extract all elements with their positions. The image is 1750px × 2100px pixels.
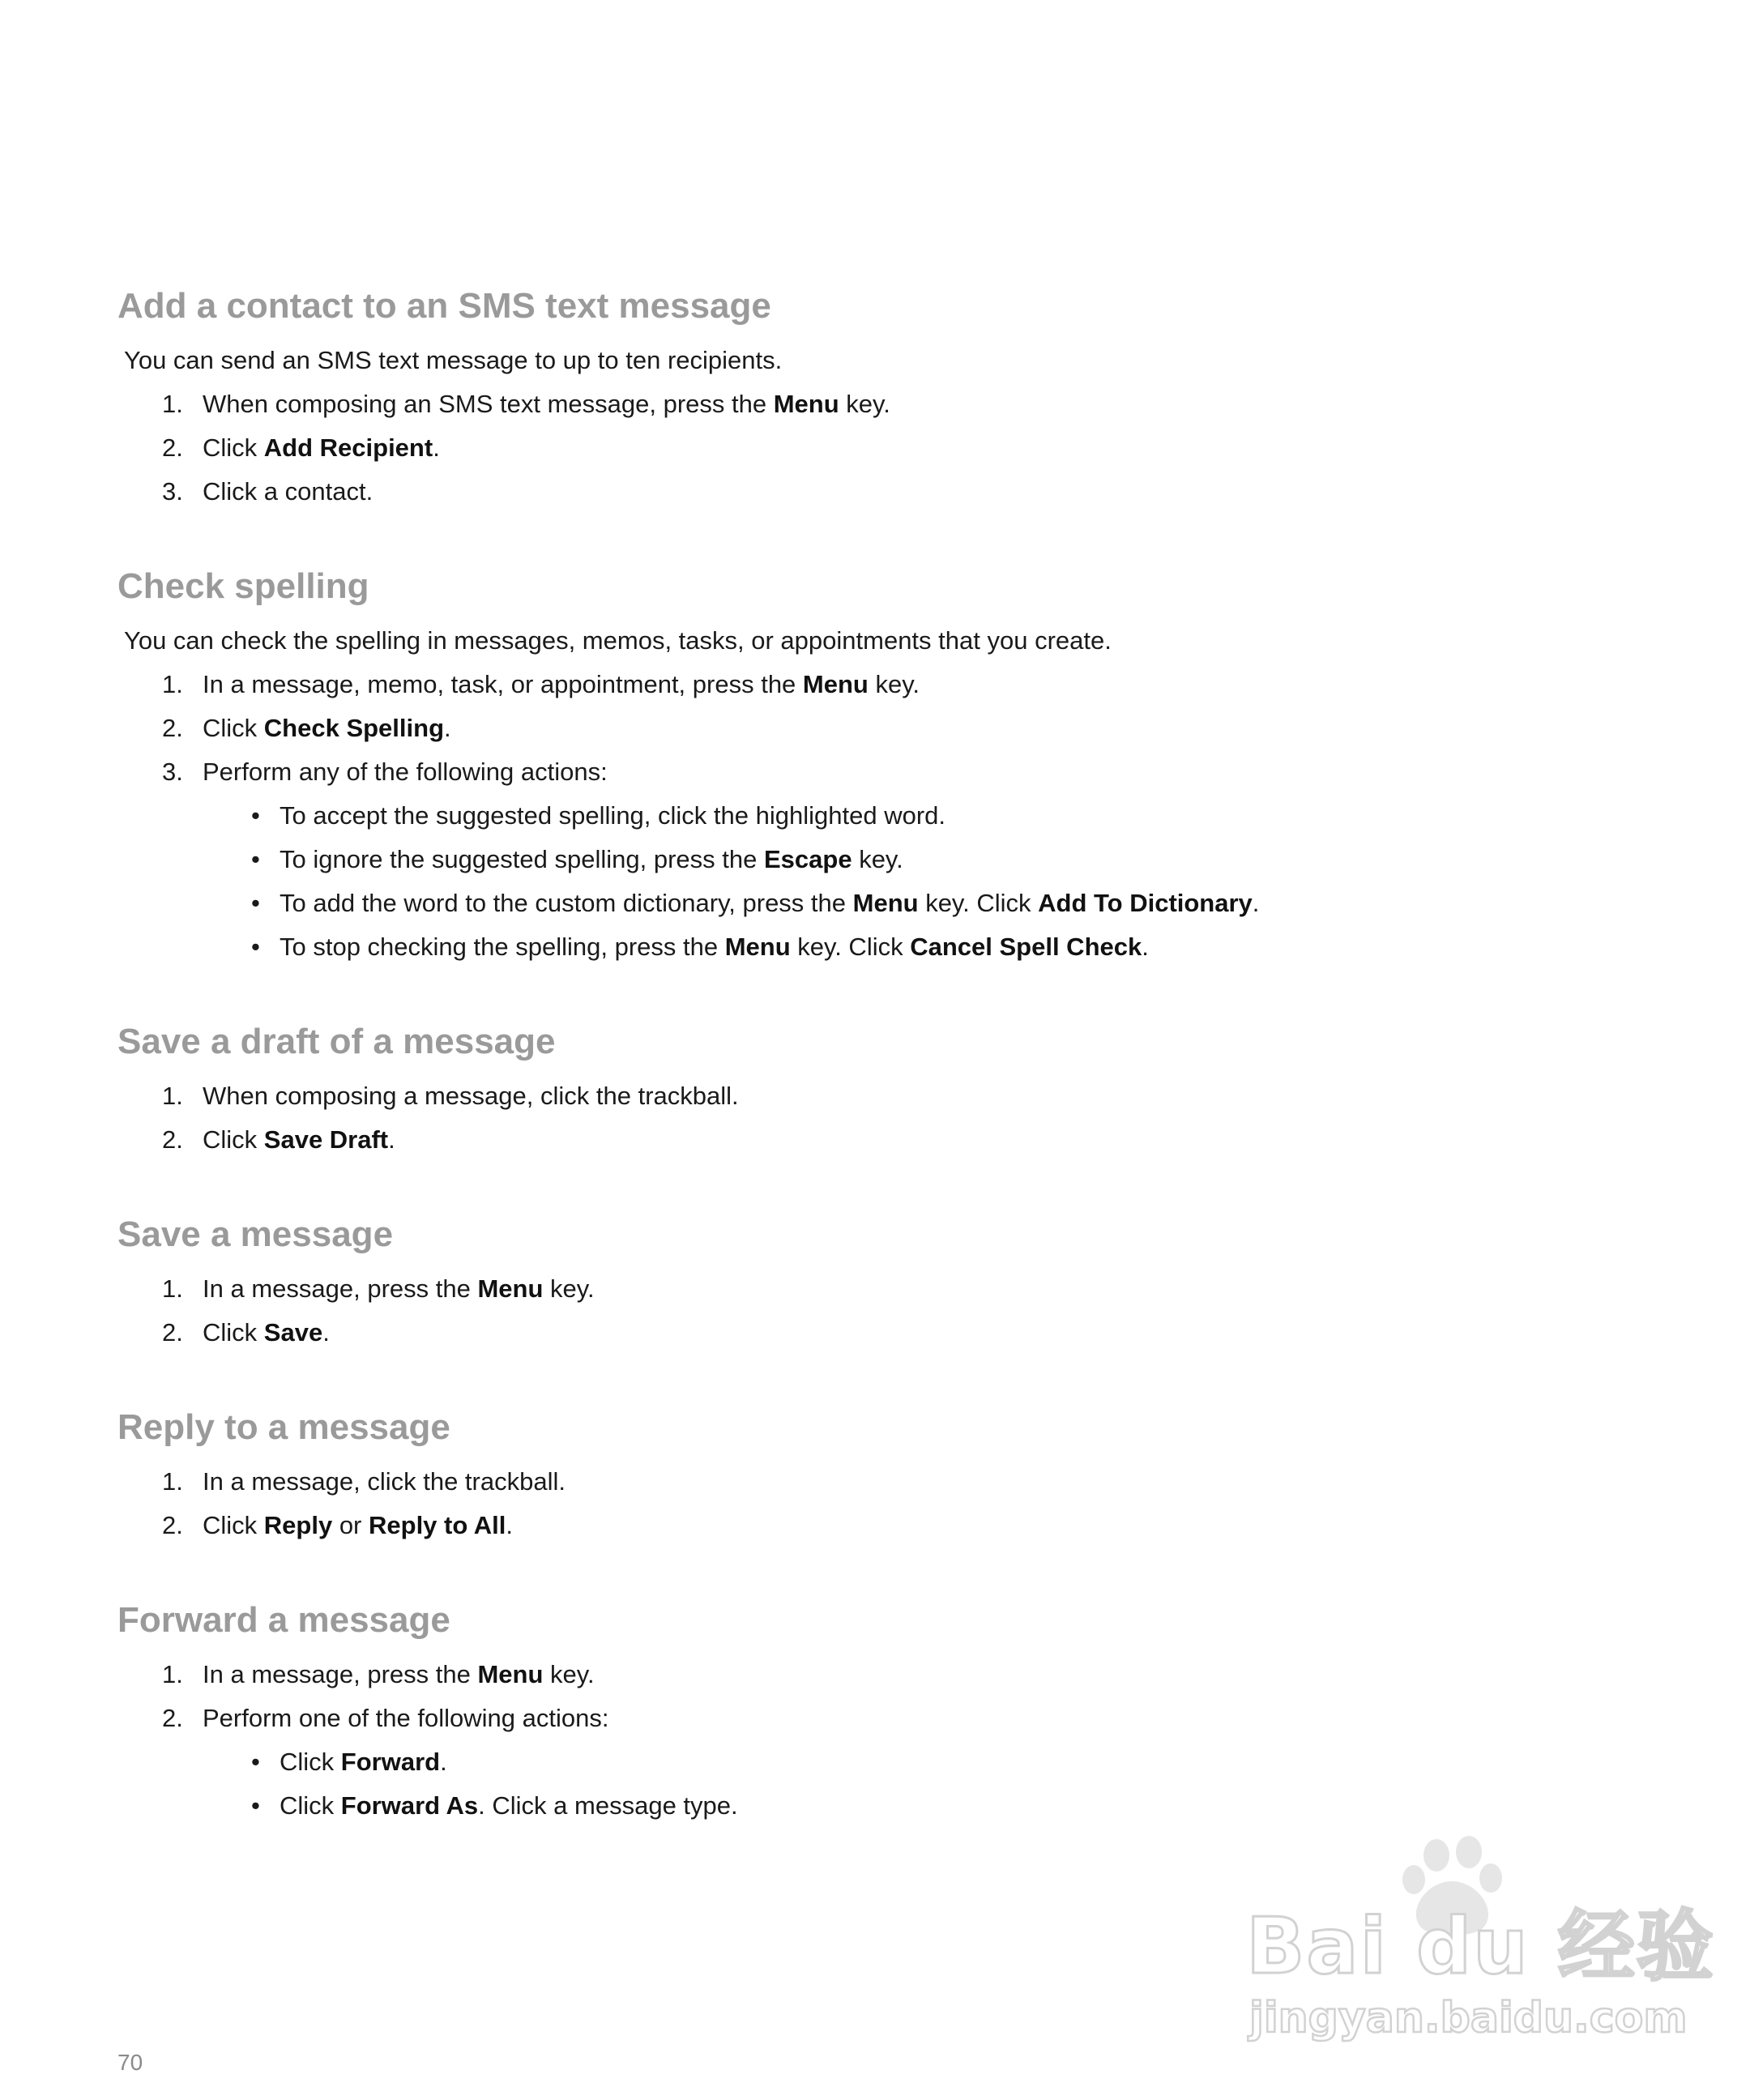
bullet-icon: • <box>251 801 260 830</box>
bullet-item <box>203 925 1657 969</box>
text-run: In a message, memo, task, or appointment, press the <box>203 670 803 698</box>
ui-term: Reply to All <box>369 1511 506 1539</box>
text-run: Perform one of the following actions: <box>203 1704 609 1732</box>
ui-term: Menu <box>477 1660 544 1688</box>
step-item <box>117 750 1657 969</box>
step-item <box>117 706 1657 750</box>
text-run: . <box>433 433 440 462</box>
text-run: key. <box>543 1274 595 1303</box>
text-run: To add the word to the custom dictionary, press the <box>280 889 853 917</box>
text-run: In a message, press the <box>203 1660 478 1688</box>
bullet-icon: • <box>251 1748 260 1776</box>
step-item <box>117 1118 1657 1162</box>
step-item <box>117 1697 1657 1828</box>
text-run: key. <box>839 390 890 418</box>
text-run: . <box>388 1125 395 1154</box>
text-run: Click <box>203 1125 264 1154</box>
step-item <box>117 1074 1657 1118</box>
watermark-brand: Bai du 经验 <box>1246 1902 1715 1991</box>
bullet-item <box>203 1740 1657 1784</box>
text-run: . <box>440 1748 447 1776</box>
step-number: 1. <box>162 390 183 418</box>
section-heading: Save a message <box>117 1214 394 1254</box>
step-number: 1. <box>162 1660 183 1688</box>
section-heading: Check spelling <box>117 566 369 606</box>
step-number: 2. <box>162 1125 183 1154</box>
step-list <box>117 1074 1657 1162</box>
text-run: When composing an SMS text message, press the <box>203 390 774 418</box>
step-number: 2. <box>162 714 183 742</box>
text-run: key. <box>543 1660 595 1688</box>
step-number: 2. <box>162 1704 183 1732</box>
ui-term: Menu <box>802 670 869 698</box>
ui-term: Forward As <box>340 1791 479 1820</box>
bullet-item <box>203 794 1657 838</box>
ui-term: Forward <box>340 1748 441 1776</box>
step-item <box>117 663 1657 706</box>
text-run: When composing a message, click the trackball. <box>203 1082 739 1110</box>
bullet-item <box>203 1784 1657 1828</box>
page-number: 70 <box>117 2050 143 2075</box>
text-run: or <box>332 1511 369 1539</box>
text-run: key. <box>868 670 920 698</box>
section-heading: Reply to a message <box>117 1407 450 1447</box>
ui-term: Menu <box>477 1274 544 1303</box>
text-run: . <box>444 714 451 742</box>
text-run: Click <box>203 433 264 462</box>
step-item <box>117 382 1657 426</box>
ui-term: Reply <box>263 1511 333 1539</box>
step-list <box>117 1460 1657 1547</box>
ui-term: Add To Dictionary <box>1038 889 1253 917</box>
text-run: . <box>506 1511 513 1539</box>
ui-term: Add Recipient <box>263 433 433 462</box>
step-number: 1. <box>162 1274 183 1303</box>
step-list <box>117 1653 1657 1828</box>
ui-term: Menu <box>852 889 919 917</box>
ui-term: Save <box>263 1318 323 1347</box>
step-number: 1. <box>162 1082 183 1110</box>
ui-term: Check Spelling <box>263 714 445 742</box>
bullet-icon: • <box>251 845 260 873</box>
text-run: . <box>322 1318 330 1347</box>
bullet-list <box>203 1740 1657 1828</box>
text-run: Click <box>203 1318 264 1347</box>
step-number: 2. <box>162 1318 183 1347</box>
step-item <box>117 426 1657 470</box>
bullet-item <box>203 838 1657 881</box>
text-run: . <box>1142 933 1149 961</box>
step-number: 2. <box>162 433 183 462</box>
section <box>117 1018 1657 1162</box>
section-heading: Forward a message <box>117 1600 450 1640</box>
bullet-icon: • <box>251 1791 260 1820</box>
ui-term: Cancel Spell Check <box>910 933 1142 961</box>
step-item <box>117 1460 1657 1504</box>
text-run: Click <box>280 1748 341 1776</box>
text-run: To ignore the suggested spelling, press the <box>280 845 764 873</box>
text-run: To accept the suggested spelling, click the highlighted word. <box>280 801 945 830</box>
text-run: Perform any of the following actions: <box>203 758 608 786</box>
step-item <box>117 1504 1657 1547</box>
text-run: . Click a message type. <box>478 1791 738 1820</box>
section <box>117 1596 1657 1828</box>
text-run: Click a contact. <box>203 477 373 506</box>
step-item <box>117 1311 1657 1355</box>
step-number: 1. <box>162 1467 183 1496</box>
text-run: key. Click <box>918 889 1039 917</box>
step-list <box>117 1267 1657 1355</box>
step-number: 1. <box>162 670 183 698</box>
text-run: Click <box>203 714 264 742</box>
section <box>117 282 1657 514</box>
step-list <box>117 382 1657 514</box>
ui-term: Menu <box>724 933 791 961</box>
ui-term: Menu <box>773 390 839 418</box>
text-run: In a message, click the trackball. <box>203 1467 566 1496</box>
text-run: Click <box>280 1791 341 1820</box>
ui-term: Escape <box>764 845 852 873</box>
step-number: 3. <box>162 477 183 506</box>
text-run: Click <box>203 1511 264 1539</box>
step-item <box>117 1653 1657 1697</box>
section <box>117 1403 1657 1547</box>
text-run: To stop checking the spelling, press the <box>280 933 725 961</box>
bullet-list <box>203 794 1657 969</box>
text-run: key. Click <box>790 933 911 961</box>
text-run: key. <box>852 845 903 873</box>
page-content <box>117 282 1657 1876</box>
step-number: 3. <box>162 758 183 786</box>
section-heading: Add a contact to an SMS text message <box>117 286 771 326</box>
bullet-icon: • <box>251 933 260 961</box>
step-list <box>117 663 1657 969</box>
baidu-jingyan-watermark <box>1240 1839 1715 2042</box>
text-run: In a message, press the <box>203 1274 478 1303</box>
section-intro: You can send an SMS text message to up to ten recipients. <box>124 346 783 374</box>
section-heading: Save a draft of a message <box>117 1022 556 1061</box>
watermark-url: jingyan.baidu.com <box>1249 1994 1688 2042</box>
step-item <box>117 1267 1657 1311</box>
step-number: 2. <box>162 1511 183 1539</box>
text-run: . <box>1252 889 1260 917</box>
section <box>117 1210 1657 1355</box>
bullet-item <box>203 881 1657 925</box>
section-intro: You can check the spelling in messages, memos, tasks, or appointments that you create. <box>124 626 1112 655</box>
bullet-icon: • <box>251 889 260 917</box>
step-item <box>117 470 1657 514</box>
ui-term: Save Draft <box>263 1125 389 1154</box>
section <box>117 562 1657 969</box>
